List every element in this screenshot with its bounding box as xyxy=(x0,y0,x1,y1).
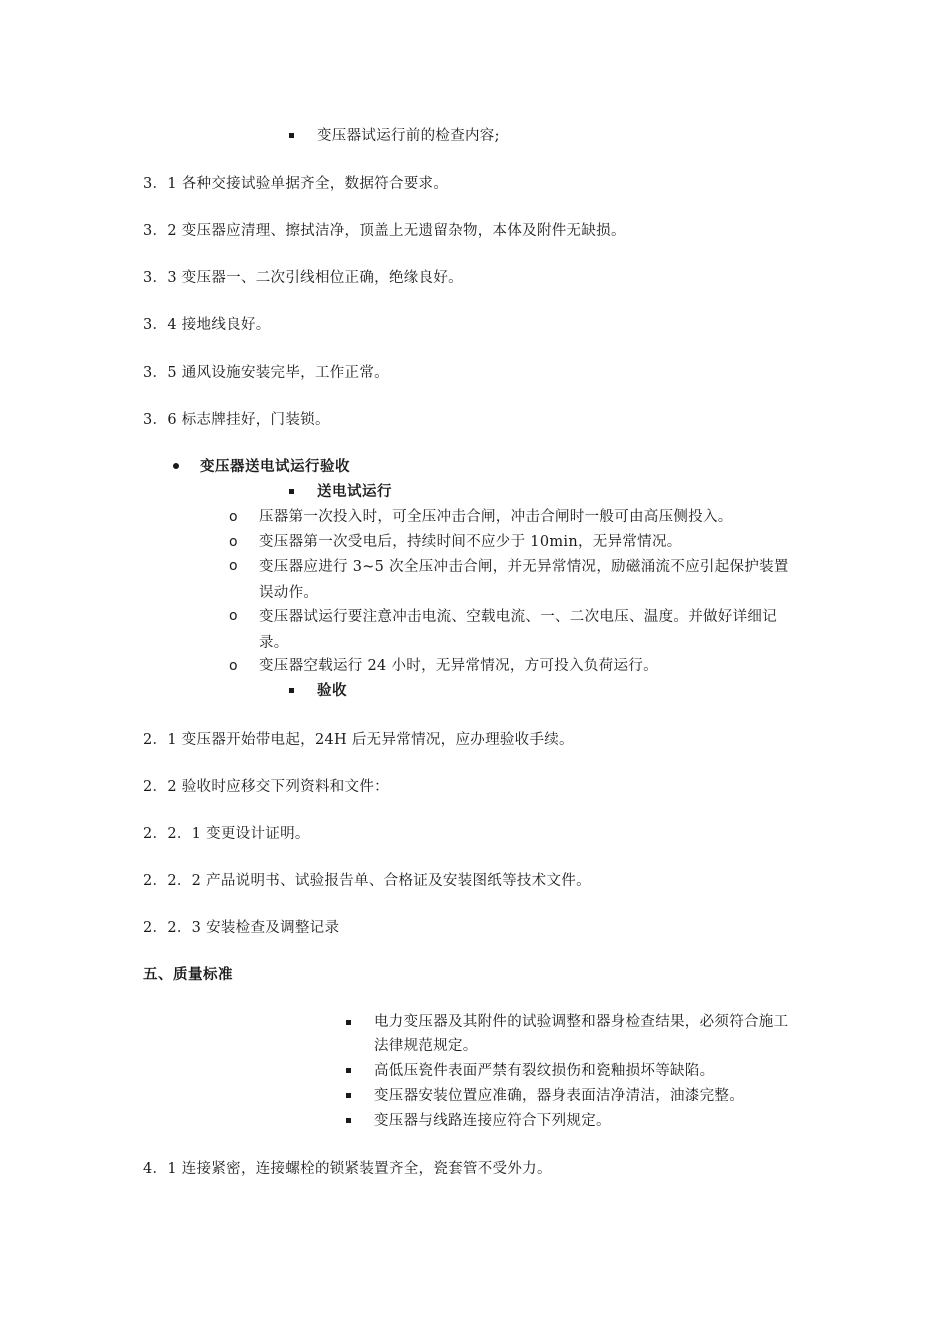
square-bullet-icon xyxy=(346,1093,351,1098)
section3-item-2: 3．2 变压器应清理、擦拭洁净，顶盖上无遗留杂物，本体及附件无缺损。 xyxy=(143,223,626,239)
quality-heading: 五、质量标准 xyxy=(143,967,233,983)
square-bullet-icon xyxy=(289,133,294,138)
trial-item-5: 变压器空载运行 24 小时，无异常情况，方可投入负荷运行。 xyxy=(259,658,658,674)
circle-bullet-icon: o xyxy=(229,558,238,574)
square-bullet-icon xyxy=(346,1118,351,1123)
trial-item-3: 变压器应进行 3~5 次全压冲击合闸，并无异常情况，励磁涌流不应引起保护装置误动作。 xyxy=(259,559,789,601)
trial-item-2: 变压器第一次受电后，持续时间不应少于 10min，无异常情况。 xyxy=(259,534,682,550)
quality-item-1: 电力变压器及其附件的试验调整和器身检查结果，必须符合施工法律规范规定。 xyxy=(374,1014,789,1054)
accept-item-3: 2．2．1 变更设计证明。 xyxy=(143,826,310,842)
disc-bullet-icon xyxy=(173,463,179,469)
quality-item-4: 变压器与线路连接应符合下列规定。 xyxy=(374,1113,611,1129)
accept-item-1: 2．1 变压器开始带电起，24H 后无异常情况，应办理验收手续。 xyxy=(143,732,574,748)
section3-item-4: 3．4 接地线良好。 xyxy=(143,317,271,333)
accept-item-2: 2．2 验收时应移交下列资料和文件： xyxy=(143,779,389,795)
section3-item-5: 3．5 通风设施安装完毕，工作正常。 xyxy=(143,365,389,381)
square-bullet-icon xyxy=(346,1068,351,1073)
section3-heading: 变压器试运行前的检查内容; xyxy=(317,128,500,144)
section3-item-1: 3．1 各种交接试验单据齐全，数据符合要求。 xyxy=(143,176,449,192)
square-bullet-icon xyxy=(289,489,294,494)
trial-item-1: 压器第一次投入时，可全压冲击合闸，冲击合闸时一般可由高压侧投入。 xyxy=(259,509,733,525)
quality-item-3: 变压器安装位置应准确，器身表面洁净清洁，油漆完整。 xyxy=(374,1088,744,1104)
square-bullet-icon xyxy=(289,688,294,693)
square-bullet-icon xyxy=(346,1020,351,1025)
quality-sub-item: 4．1 连接紧密，连接螺栓的锁紧装置齐全，瓷套管不受外力。 xyxy=(143,1161,552,1177)
section3-item-3: 3．3 变压器一、二次引线相位正确，绝缘良好。 xyxy=(143,270,463,286)
circle-bullet-icon: o xyxy=(229,658,238,674)
acceptance-heading: 变压器送电试运行验收 xyxy=(200,459,350,475)
quality-item-2: 高低压瓷件表面严禁有裂纹损伤和瓷釉损坏等缺陷。 xyxy=(374,1063,715,1079)
section3-item-6: 3．6 标志牌挂好，门装锁。 xyxy=(143,412,330,428)
circle-bullet-icon: o xyxy=(229,608,238,624)
circle-bullet-icon: o xyxy=(229,509,238,525)
accept-item-5: 2．2．3 安装检查及调整记录 xyxy=(143,920,340,936)
trial-item-4: 变压器试运行要注意冲击电流、空载电流、一、二次电压、温度。并做好详细记录。 xyxy=(259,609,777,651)
circle-bullet-icon: o xyxy=(229,534,238,550)
accept-item-4: 2．2．2 产品说明书、试验报告单、合格证及安装图纸等技术文件。 xyxy=(143,873,591,889)
trial-heading: 送电试运行 xyxy=(317,484,392,500)
accept-heading: 验收 xyxy=(317,683,347,699)
